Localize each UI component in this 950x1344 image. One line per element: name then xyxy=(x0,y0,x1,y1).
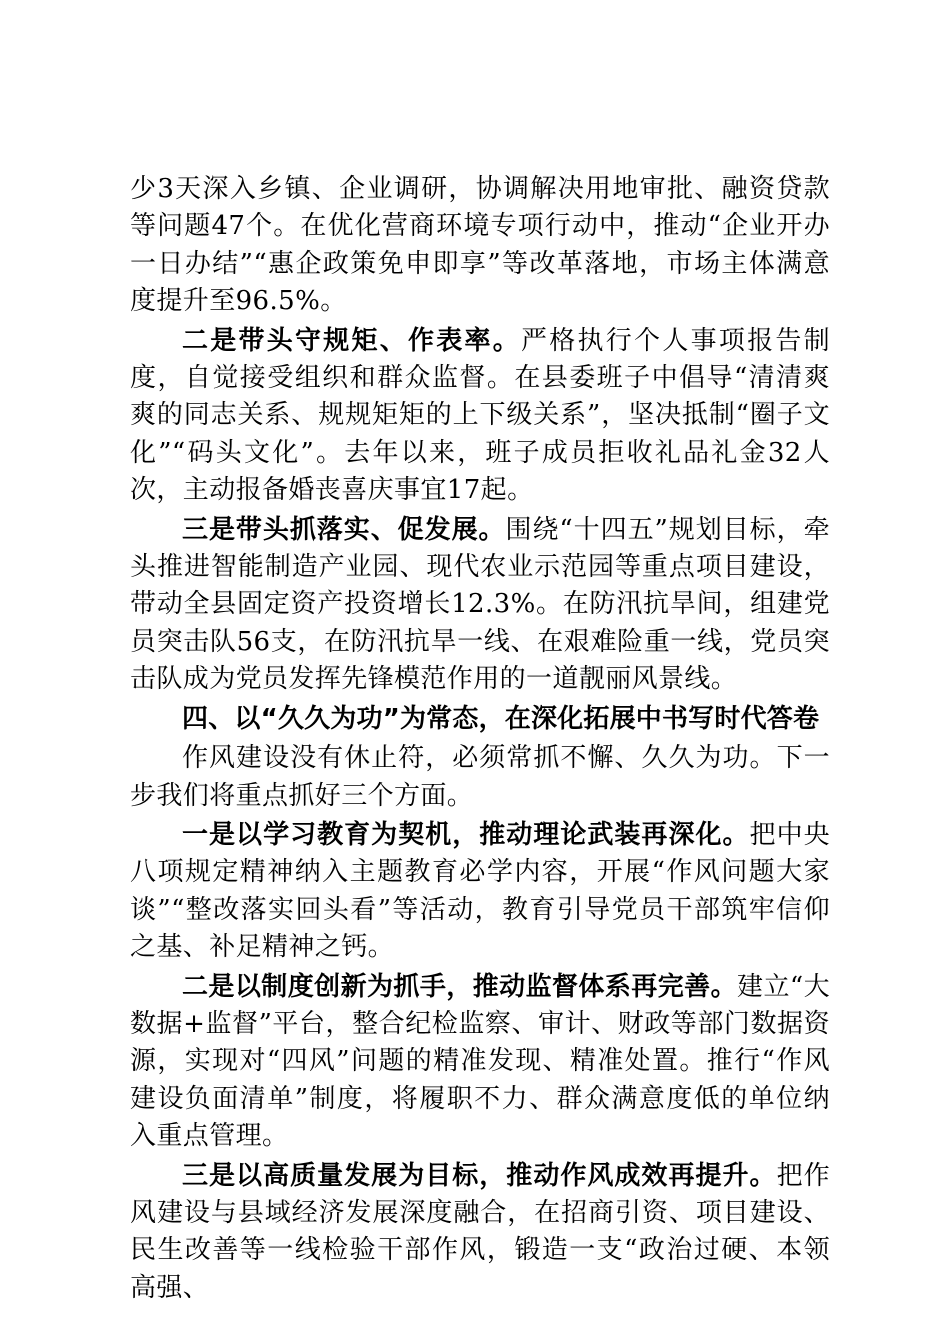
paragraph-lead: 二是带头守规矩、作表率。 xyxy=(182,325,522,356)
paragraph-body: 严格执行个人事项报告制度，自觉接受组织和群众监督。在县委班子中倡导“清清爽爽的同志关系、规规矩矩的上下级关系”，坚决抵制“圈子文化”“码头文化”。去年以来，班子成员拒收礼品礼金32人次，主动报备婚丧喜庆事宜17起。 xyxy=(130,325,830,506)
paragraph-high-quality-development xyxy=(130,1158,830,1308)
paragraph-lead-by-example-implementation xyxy=(130,512,830,699)
paragraph-body: 建立“大数据+监督”平台，整合纪检监察、审计、财政等部门数据资源，实现对“四风”问题的精准发现、精准处置。推行“作风建设负面清单”制度，将履职不力、群众满意度低的单位纳入重点管理。 xyxy=(130,971,830,1152)
paragraph-study-education xyxy=(130,817,830,967)
paragraph-lead: 二是以制度创新为抓手，推动监督体系再完善。 xyxy=(182,971,738,1002)
paragraph-system-innovation xyxy=(130,969,830,1156)
paragraph-body: 围绕“十四五”规划目标，牵头推进智能制造产业园、现代农业示范园等重点项目建设，带动全县固定资产投资增长12.3%。在防汛抗旱间，组建党员突击队56支，在防汛抗旱一线、在艰难险重一线，党员突击队成为党员发挥先锋模范作用的一道靓丽风景线。 xyxy=(130,514,830,695)
paragraph-lead: 三是带头抓落实、促发展。 xyxy=(182,514,506,545)
paragraph-body: 把作风建设与县域经济发展深度融合，在招商引资、项目建设、民生改善等一线检验干部作风，锻造一支“政治过硬、本领高强、 xyxy=(130,1160,830,1303)
paragraph-body: 把中央八项规定精神纳入主题教育必学内容，开展“作风问题大家谈”“整改落实回头看”等活动，教育引导党员干部筑牢信仰之基、补足精神之钙。 xyxy=(130,819,830,963)
continuation-paragraph: 少3天深入乡镇、企业调研，协调解决用地审批、融资贷款等问题47个。在优化营商环境专项行动中，推动“企业开办一日办结”“惠企政策免申即享”等改革落地，市场主体满意度提升至96.5%。 xyxy=(130,174,830,317)
section-four-intro: 作风建设没有休止符，必须常抓不懈、久久为功。下一步我们将重点抓好三个方面。 xyxy=(130,743,830,811)
section-four-heading: 四、以“久久为功”为常态，在深化拓展中书写时代答卷 xyxy=(182,703,820,734)
paragraph-lead-by-example-rules xyxy=(130,323,830,510)
document-body xyxy=(130,171,830,1309)
paragraph-lead: 三是以高质量发展为目标，推动作风成效再提升。 xyxy=(182,1160,777,1191)
paragraph-lead: 一是以学习教育为契机，推动理论武装再深化。 xyxy=(182,819,750,850)
